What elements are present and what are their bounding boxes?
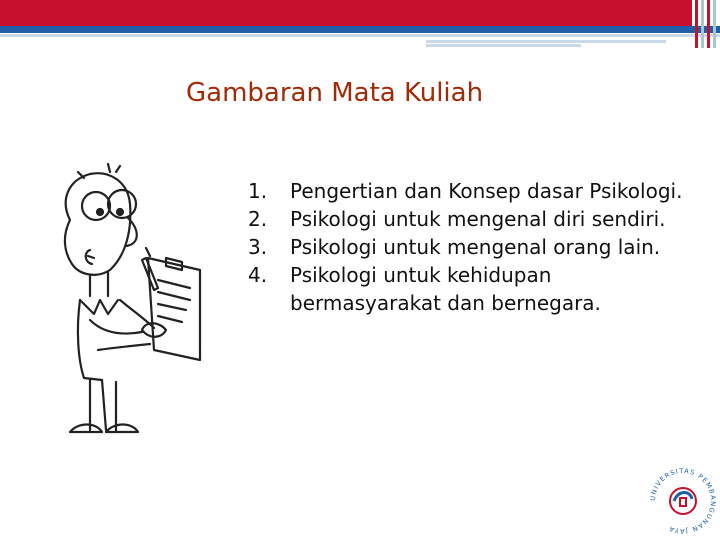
list-item-number: 2. [248,207,268,231]
header-accent-line [0,34,720,37]
list-item-text: Psikologi untuk kehidupan bermasyarakat dan bernegara. [290,263,601,315]
list-item [248,205,688,233]
university-logo [648,466,718,536]
header-decoration [0,0,720,50]
header-red-band [0,0,692,26]
header-side-stripes [692,0,720,48]
list-item-number: 1. [248,179,268,203]
header-blue-line [0,26,720,33]
logo-ring-text: UNIVERSITAS PEMBANGUNAN JAYA [648,466,718,536]
list-item-text: Pengertian dan Konsep dasar Psikologi. [290,179,683,203]
list-item-text: Psikologi untuk mengenal orang lain. [290,235,661,259]
list-item [248,261,688,317]
list-item-text: Psikologi untuk mengenal diri sendiri. [290,207,666,231]
header-accent-line [426,40,666,43]
list-item [248,177,688,205]
list-item-number: 4. [248,263,268,287]
cartoon-person-with-clipboard-illustration [50,160,230,460]
header-accent-line [426,44,581,47]
list-item-number: 3. [248,235,268,259]
list-item [248,233,688,261]
topic-list [248,177,688,317]
slide-title: Gambaran Mata Kuliah [186,78,484,108]
